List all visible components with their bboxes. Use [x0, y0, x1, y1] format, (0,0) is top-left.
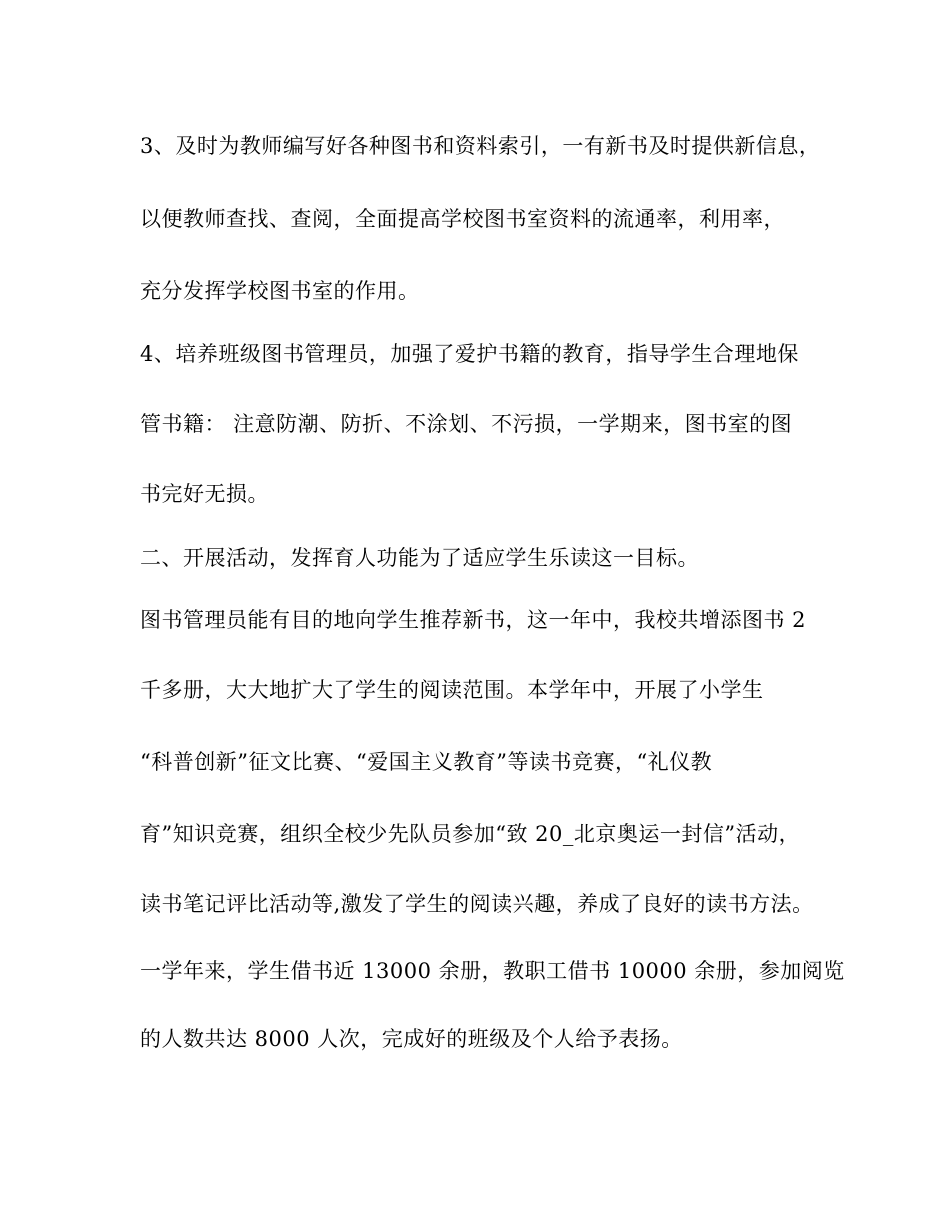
text-line: 的人数共达 8000 人次，完成好的班级及个人给予表扬。	[140, 1027, 683, 1051]
text-line: 充分发挥学校图书室的作用。	[140, 279, 420, 303]
text-line: 一学年来，学生借书近 13000 余册，教职工借书 10000 余册，参加阅览	[140, 959, 845, 983]
text-line: 育”知识竞赛，组织全校少先队员参加“致 20_北京奥运一封信”活动，	[140, 822, 801, 846]
text-line: 读书笔记评比活动等,激发了学生的阅读兴趣，养成了良好的读书方法。	[140, 892, 814, 916]
text-line: 4、培养班级图书管理员，加强了爱护书籍的教育，指导学生合理地保	[140, 342, 799, 366]
text-line: 图书管理员能有目的地向学生推荐新书，这一年中，我校共增添图书 2	[140, 608, 807, 632]
text-line: 以便教师查找、查阅，全面提高学校图书室资料的流通率，利用率，	[140, 207, 785, 231]
text-line: 3、及时为教师编写好各种图书和资料索引，一有新书及时提供新信息，	[140, 134, 821, 158]
text-line: 管书籍： 注意防潮、防折、不涂划、不污损，一学期来，图书室的图	[140, 412, 793, 436]
section-heading: 二、开展活动，发挥育人功能为了适应学生乐读这一目标。	[140, 546, 699, 570]
text-line: “科普创新”征文比赛、“爱国主义教育”等读书竞赛，“礼仪教	[140, 750, 713, 774]
text-line: 书完好无损。	[140, 482, 269, 506]
text-line: 千多册，大大地扩大了学生的阅读范围。本学年中，开展了小学生	[140, 678, 764, 702]
